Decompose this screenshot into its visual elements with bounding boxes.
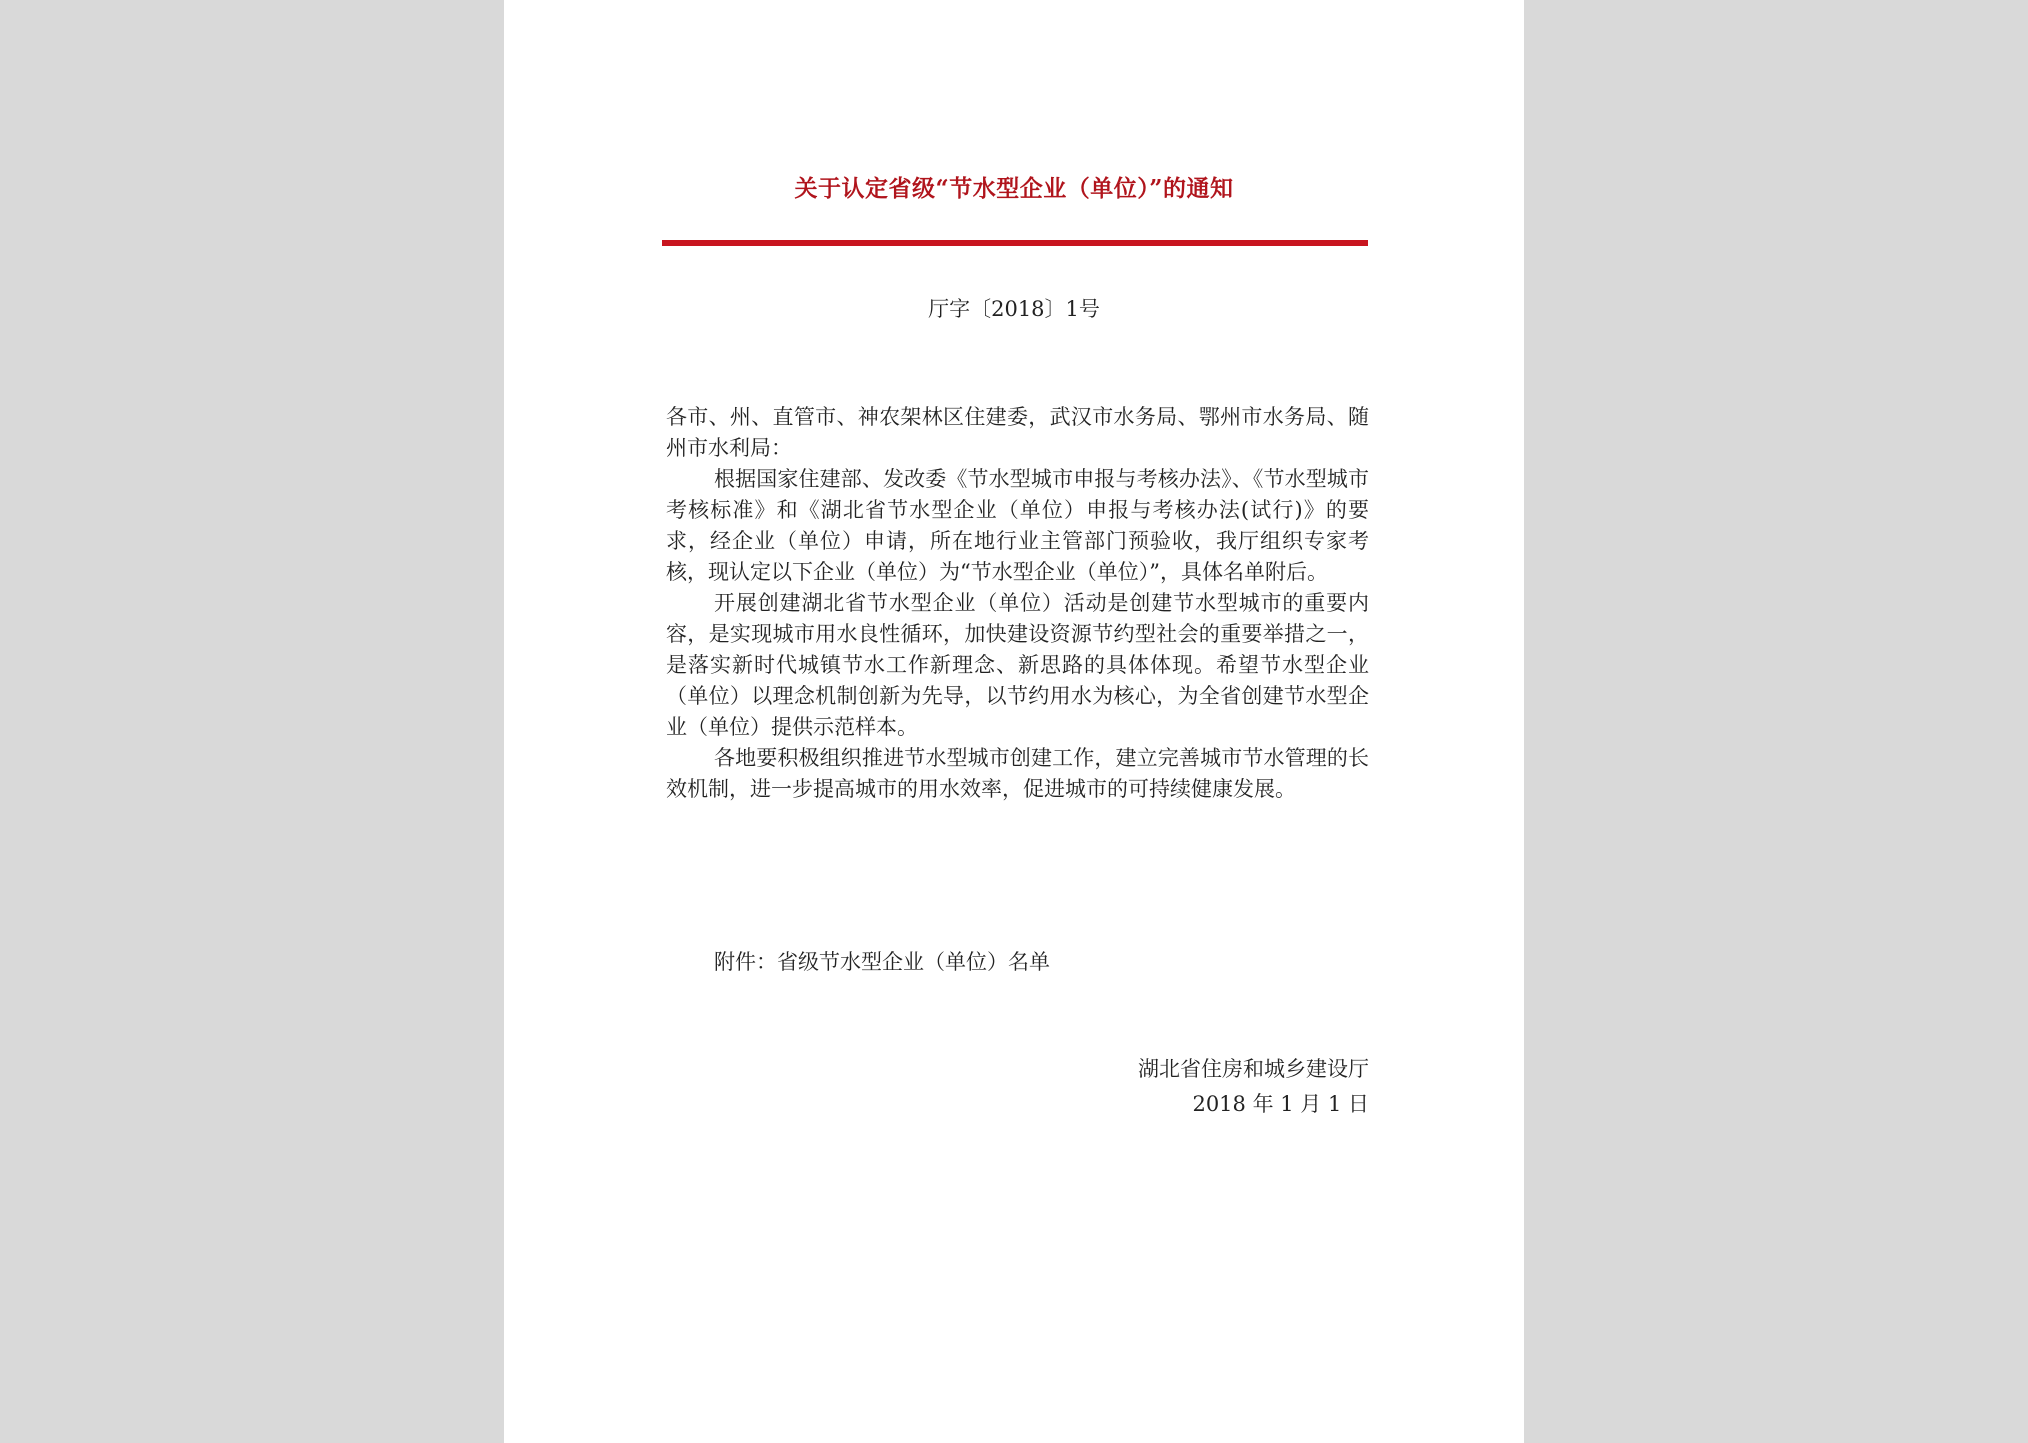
addressee-line: 各市、州、直管市、神农架林区住建委，武汉市水务局、鄂州市水务局、随州市水利局： (666, 405, 1369, 460)
body-paragraph-3: 各地要积极组织推进节水型城市创建工作，建立完善城市节水管理的长效机制，进一步提高城市的用水效率，促进城市的可持续健康发展。 (666, 746, 1369, 801)
document-number: 厅字〔2018〕1号 (928, 297, 1100, 321)
signature-block (1104, 1052, 1369, 1122)
document-title: 关于认定省级“节水型企业（单位）”的通知 (794, 175, 1234, 202)
issue-date: 2018 年 1 月 1 日 (1192, 1092, 1369, 1116)
issuer-name: 湖北省住房和城乡建设厅 (1138, 1057, 1369, 1081)
document-body (666, 402, 1369, 805)
attachment-note: 附件：省级节水型企业（单位）名单 (714, 950, 1050, 974)
red-header-rule (662, 240, 1368, 246)
body-paragraph-1: 根据国家住建部、发改委《节水型城市申报与考核办法》、《节水型城市考核标准》和《湖北省节水型企业（单位）申报与考核办法(试行)》的要求，经企业（单位）申请，所在地行业主管部门预验收，我厅组织专家考核，现认定以下企业（单位）为“节水型企业（单位）”，具体名单附后。 (666, 467, 1369, 584)
body-paragraph-2: 开展创建湖北省节水型企业（单位）活动是创建节水型城市的重要内容，是实现城市用水良性循环，加快建设资源节约型社会的重要举措之一，是落实新时代城镇节水工作新理念、新思路的具体体现。希望节水型企业（单位）以理念机制创新为先导，以节约用水为核心，为全省创建节水型企业（单位）提供示范样本。 (666, 591, 1369, 739)
document-page (504, 0, 1524, 1443)
